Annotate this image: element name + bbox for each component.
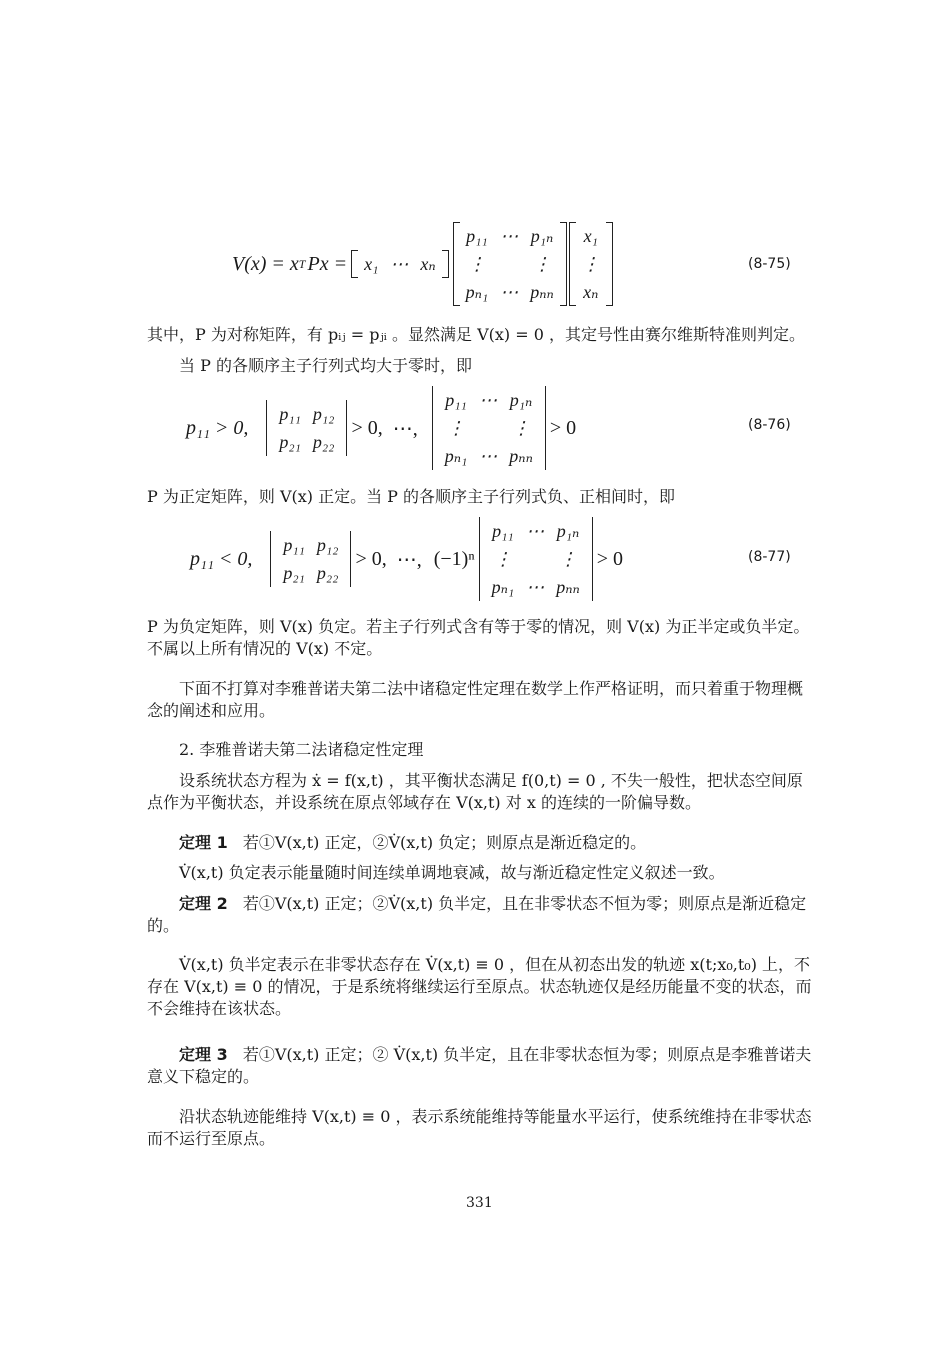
det-cell: p₂₁ (283, 563, 305, 583)
eq75-mid: Px = (307, 252, 348, 275)
det-cell: p₁₁ (283, 535, 305, 555)
col-vec-cell: xₙ (583, 282, 599, 302)
line-leading-minors: 当 P 的各顺序主子行列式均大于零时，即 (179, 356, 472, 375)
det-cell: p₁₂ (316, 535, 339, 555)
eq76-p11: p₁₁ > 0, (186, 416, 249, 439)
matrix-cell: p₁ₙ (530, 226, 554, 246)
det-cell: ⋯ (526, 577, 545, 597)
det-cell: pₙ₁ (491, 577, 515, 597)
eq77-p11: p₁₁ < 0, (190, 547, 253, 570)
eq77-number: (8-77) (748, 549, 791, 565)
theorem-2-text: 若①V(x,t) 正定；②V̇(x,t) 负半定，且在非零状态不恒为零；则原点是渐近稳定的。 (147, 894, 807, 935)
paragraph-theorem2-note: V̇(x,t) 负半定表示在非零状态存在 V̇(x,t) ≡ 0 ，但在从初态出发的轨迹 x(t;x₀,t₀) 上，不存在 V(x,t) ≡ 0 的情况，于是系统将继续运行至原点。状态轨迹仅是经历能量不变的状态，而不会维持在该状态。 (147, 955, 812, 1018)
eq76-number: (8-76) (748, 417, 791, 433)
matrix-cell: pₙ₁ (465, 282, 489, 302)
row-vec-cell: xₙ (420, 254, 436, 274)
page-number: 331 (466, 1195, 493, 1211)
matrix-cell: ⋮ (532, 254, 551, 274)
det-cell: ⋯ (479, 390, 498, 410)
eq75-lhs: V(x) = x (232, 252, 299, 275)
det-cell: pₙ₁ (444, 446, 468, 466)
det-cell: p₂₁ (279, 432, 301, 452)
paragraph-system: 设系统状态方程为 ẋ = f(x,t) ，其平衡状态满足 f(0,t) = 0 , 不失一般性，把状态空间原点作为平衡状态，并设系统在原点邻域存在 V(x,t) 对 x 的连续的一阶偏导数。 (147, 771, 803, 812)
eq75-sup: T (298, 256, 306, 271)
eq76-detn (432, 386, 546, 470)
eq77-det2 (270, 531, 351, 587)
theorem-1-label: 定理 1 (179, 833, 228, 852)
matrix-cell: ⋮ (467, 254, 486, 274)
row-vec-cell: x₁ (364, 254, 379, 274)
det-cell: ⋮ (493, 549, 512, 569)
theorem-3-text: 若①V(x,t) 正定；② V̇(x,t) 负半定，且在非零状态恒为零；则原点是李雅普诺夫意义下稳定的。 (147, 1045, 812, 1086)
equation-8-75 (232, 222, 613, 306)
row-vec-cell: ⋯ (390, 254, 409, 274)
eq75-matrix (453, 222, 567, 306)
matrix-cell: ⋯ (500, 226, 519, 246)
eq76-dots: ⋯, (392, 417, 418, 440)
theorem-2 (147, 893, 812, 937)
line-alternating-minors: P 为正定矩阵，则 V(x) 正定。当 P 的各顺序主子行列式负、正相间时，即 (147, 487, 676, 506)
paragraph-intro: 下面不打算对李雅普诺夫第二法中诸稳定性定理在数学上作严格证明，而只着重于物理概念的阐述和应用。 (147, 679, 804, 720)
det-cell: pₙₙ (556, 577, 580, 597)
matrix-cell: pₙₙ (530, 282, 554, 302)
theorem-2-label: 定理 2 (179, 894, 228, 913)
det-cell: ⋮ (558, 549, 577, 569)
eq77-detn (479, 517, 593, 601)
det-cell: ⋮ (512, 418, 531, 438)
eq76-det2 (266, 400, 347, 456)
det-cell (473, 414, 503, 442)
matrix-cell: ⋯ (500, 282, 519, 302)
det-cell (520, 545, 550, 573)
eq75-row-vector (351, 250, 449, 278)
paragraph-negative-definite: P 为负定矩阵，则 V(x) 负定。若主子行列式含有等于零的情况，则 V(x) 为正半定或负半定。不属以上所有情况的 V(x) 不定。 (147, 617, 810, 658)
eq75-col-vector (569, 222, 613, 306)
line-symmetric-matrix: 其中，P 为对称矩阵，有 pᵢⱼ = pⱼᵢ 。显然满足 V(x) = 0 ，其定号性由赛尔维斯特准则判定。 (147, 325, 805, 344)
det-cell: p₁₁ (492, 521, 514, 541)
section-heading: 2. 李雅普诺夫第二法诸稳定性定理 (179, 740, 424, 759)
eq76-gt0b: > 0 (549, 416, 577, 439)
eq75-number: (8-75) (748, 256, 791, 272)
eq77-sign: (−1)ⁿ (433, 547, 475, 570)
det-cell: p₂₂ (312, 432, 335, 452)
matrix-cell: p₁₁ (466, 226, 488, 246)
det-cell: p₁₁ (279, 404, 301, 424)
theorem-3-label: 定理 3 (179, 1045, 228, 1064)
det-cell: ⋯ (479, 446, 498, 466)
det-cell: p₁ₙ (509, 390, 533, 410)
eq77-gt0: > 0, (355, 547, 387, 570)
eq77-dots: ⋯, (396, 548, 422, 571)
equation-8-76 (186, 384, 576, 472)
equation-8-77 (190, 514, 623, 604)
det-cell: p₁₂ (312, 404, 335, 424)
det-cell: p₁₁ (445, 390, 467, 410)
paragraph-theorem1-note: V̇(x,t) 负定表示能量随时间连续单调地衰减，故与渐近稳定性定义叙述一致。 (179, 863, 725, 882)
det-cell: ⋮ (447, 418, 465, 438)
det-cell: p₁ₙ (556, 521, 580, 541)
det-cell: pₙₙ (509, 446, 533, 466)
col-vec-cell: x₁ (583, 226, 598, 246)
matrix-cell (494, 250, 524, 278)
col-vec-cell: ⋮ (581, 254, 600, 274)
eq77-gt0b: > 0 (596, 547, 624, 570)
theorem-1-text: 若①V(x,t) 正定，②V̇(x,t) 负定；则原点是渐近稳定的。 (242, 833, 647, 852)
theorem-3 (147, 1044, 812, 1088)
eq76-gt0: > 0, (351, 416, 383, 439)
theorem-1 (179, 832, 646, 854)
det-cell: ⋯ (526, 521, 545, 541)
det-cell: p₂₂ (316, 563, 339, 583)
paragraph-theorem3-note: 沿状态轨迹能维持 V(x,t) ≡ 0 ，表示系统能维持等能量水平运行，使系统维持在非零状态而不运行至原点。 (147, 1107, 812, 1148)
